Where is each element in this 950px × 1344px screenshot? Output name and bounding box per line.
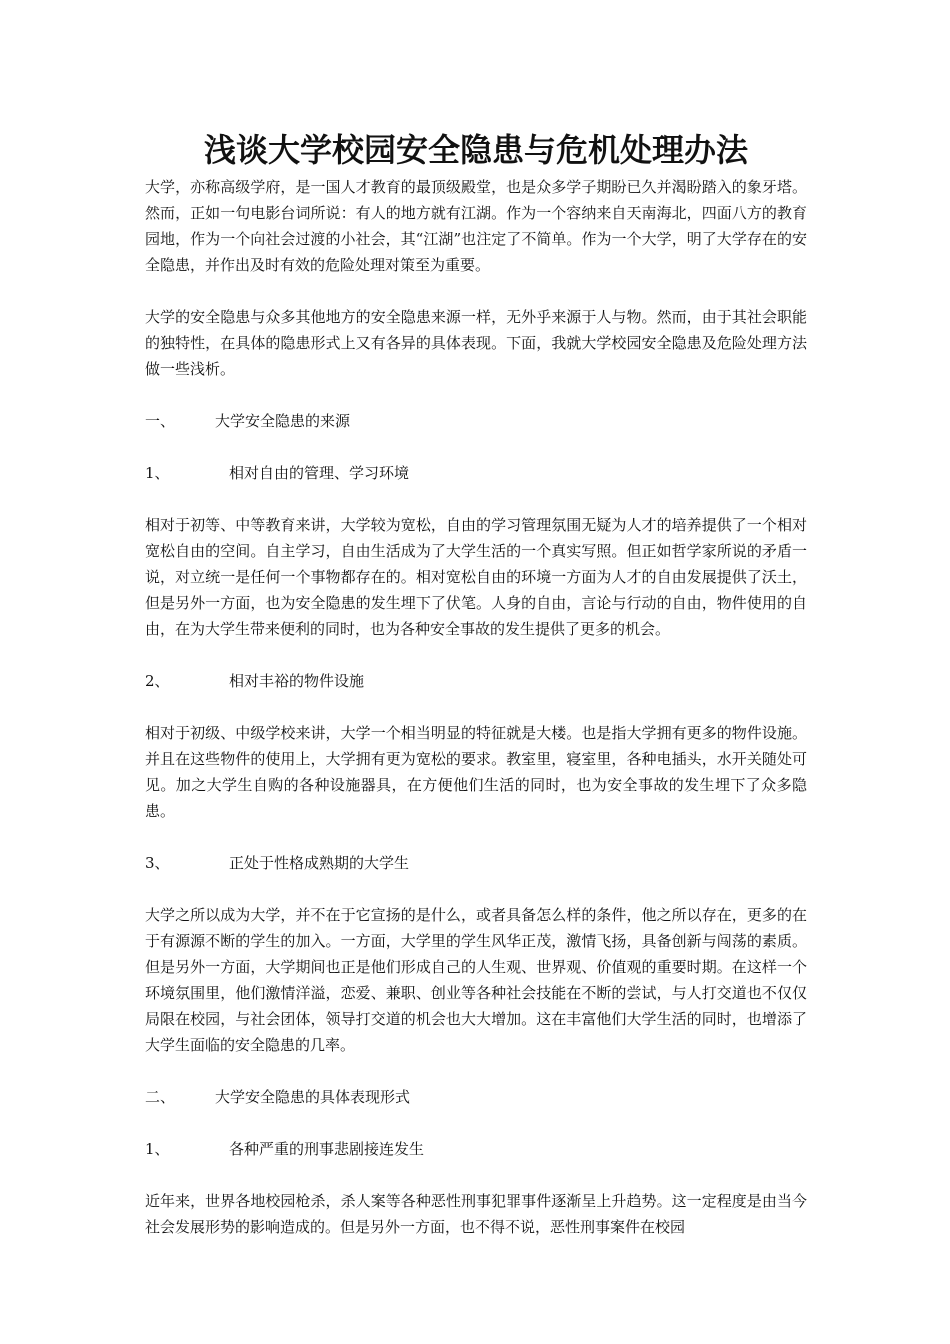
paragraph-facilities: 相对于初级、中级学校来讲，大学一个相当明显的特征就是大楼。也是指大学拥有更多的物件设施。并且在这些物件的使用上，大学拥有更为宽松的要求。教室里，寝室里，各种电插头，水开关随处可见。加之大学生自购的各种设施器具，在方便他们生活的同时，也为安全事故的发生埋下了众多隐患。 (145, 724, 807, 820)
section-title: 大学安全隐患的来源 (215, 412, 351, 430)
subsection-title: 相对自由的管理、学习环境 (229, 464, 410, 482)
paragraph-management: 相对于初等、中等教育来讲，大学较为宽松，自由的学习管理氛围无疑为人才的培养提供了一个相对宽松自由的空间。自主学习，自由生活成为了大学生活的一个真实写照。但正如哲学家所说的矛盾一说，对立统一是任何一个事物都存在的。相对宽松自由的环境一方面为人才的自由发展提供了沃土，但是另外一方面，也为安全隐患的发生埋下了伏笔。人身的自由，言论与行动的自由，物件使用的自由，在为大学生带来便利的同时，也为各种安全事故的发生提供了更多的机会。 (145, 516, 807, 638)
section-number: 二、 (145, 1088, 176, 1106)
subsection-number: 3、 (145, 854, 170, 872)
subsection-number: 1、 (145, 1140, 170, 1158)
subsection-number: 2、 (145, 672, 170, 690)
subsection-title: 各种严重的刑事悲剧接连发生 (229, 1140, 425, 1158)
section-number: 一、 (145, 412, 176, 430)
subsection-heading-1-1 (145, 460, 807, 486)
paragraph-crimes: 近年来，世界各地校园枪杀，杀人案等各种恶性刑事犯罪事件逐渐呈上升趋势。这一定程度是由当今社会发展形势的影响造成的。但是另外一方面，也不得不说，恶性刑事案件在校园 (145, 1192, 807, 1236)
paragraph-students: 大学之所以成为大学，并不在于它宣扬的是什么，或者具备怎么样的条件，他之所以存在，更多的在于有源源不断的学生的加入。一方面，大学里的学生风华正茂，激情飞扬，具备创新与闯荡的素质。但是另外一方面，大学期间也正是他们形成自己的人生观、世界观、价值观的重要时期。在这样一个环境氛围里，他们激情洋溢，恋爱、兼职、创业等各种社会技能在不断的尝试，与人打交道也不仅仅局限在校园，与社会团体，领导打交道的机会也大大增加。这在丰富他们大学生活的同时，也增添了大学生面临的安全隐患的几率。 (145, 906, 807, 1054)
paragraph-overview: 大学的安全隐患与众多其他地方的安全隐患来源一样，无外乎来源于人与物。然而，由于其社会职能的独特性，在具体的隐患形式上又有各异的具体表现。下面，我就大学校园安全隐患及危险处理方法做一些浅析。 (145, 308, 807, 378)
section-title: 大学安全隐患的具体表现形式 (215, 1088, 411, 1106)
subsection-heading-1-2 (145, 668, 807, 694)
subsection-title: 正处于性格成熟期的大学生 (229, 854, 410, 872)
document-title: 浅谈大学校园安全隐患与危机处理办法 (203, 131, 748, 169)
subsection-heading-2-1 (145, 1136, 807, 1162)
subsection-heading-1-3 (145, 850, 807, 876)
section-heading-2 (145, 1084, 807, 1110)
section-heading-1 (145, 408, 807, 434)
subsection-title: 相对丰裕的物件设施 (229, 672, 365, 690)
paragraph-intro: 大学，亦称高级学府，是一国人才教育的最顶级殿堂，也是众多学子期盼已久并渴盼踏入的象牙塔。然而，正如一句电影台词所说：有人的地方就有江湖。作为一个容纳来自天南海北，四面八方的教育园地，作为一个向社会过渡的小社会，其“江湖”也注定了不简单。作为一个大学，明了大学存在的安全隐患，并作出及时有效的危险处理对策至为重要。 (145, 178, 807, 274)
subsection-number: 1、 (145, 464, 170, 482)
